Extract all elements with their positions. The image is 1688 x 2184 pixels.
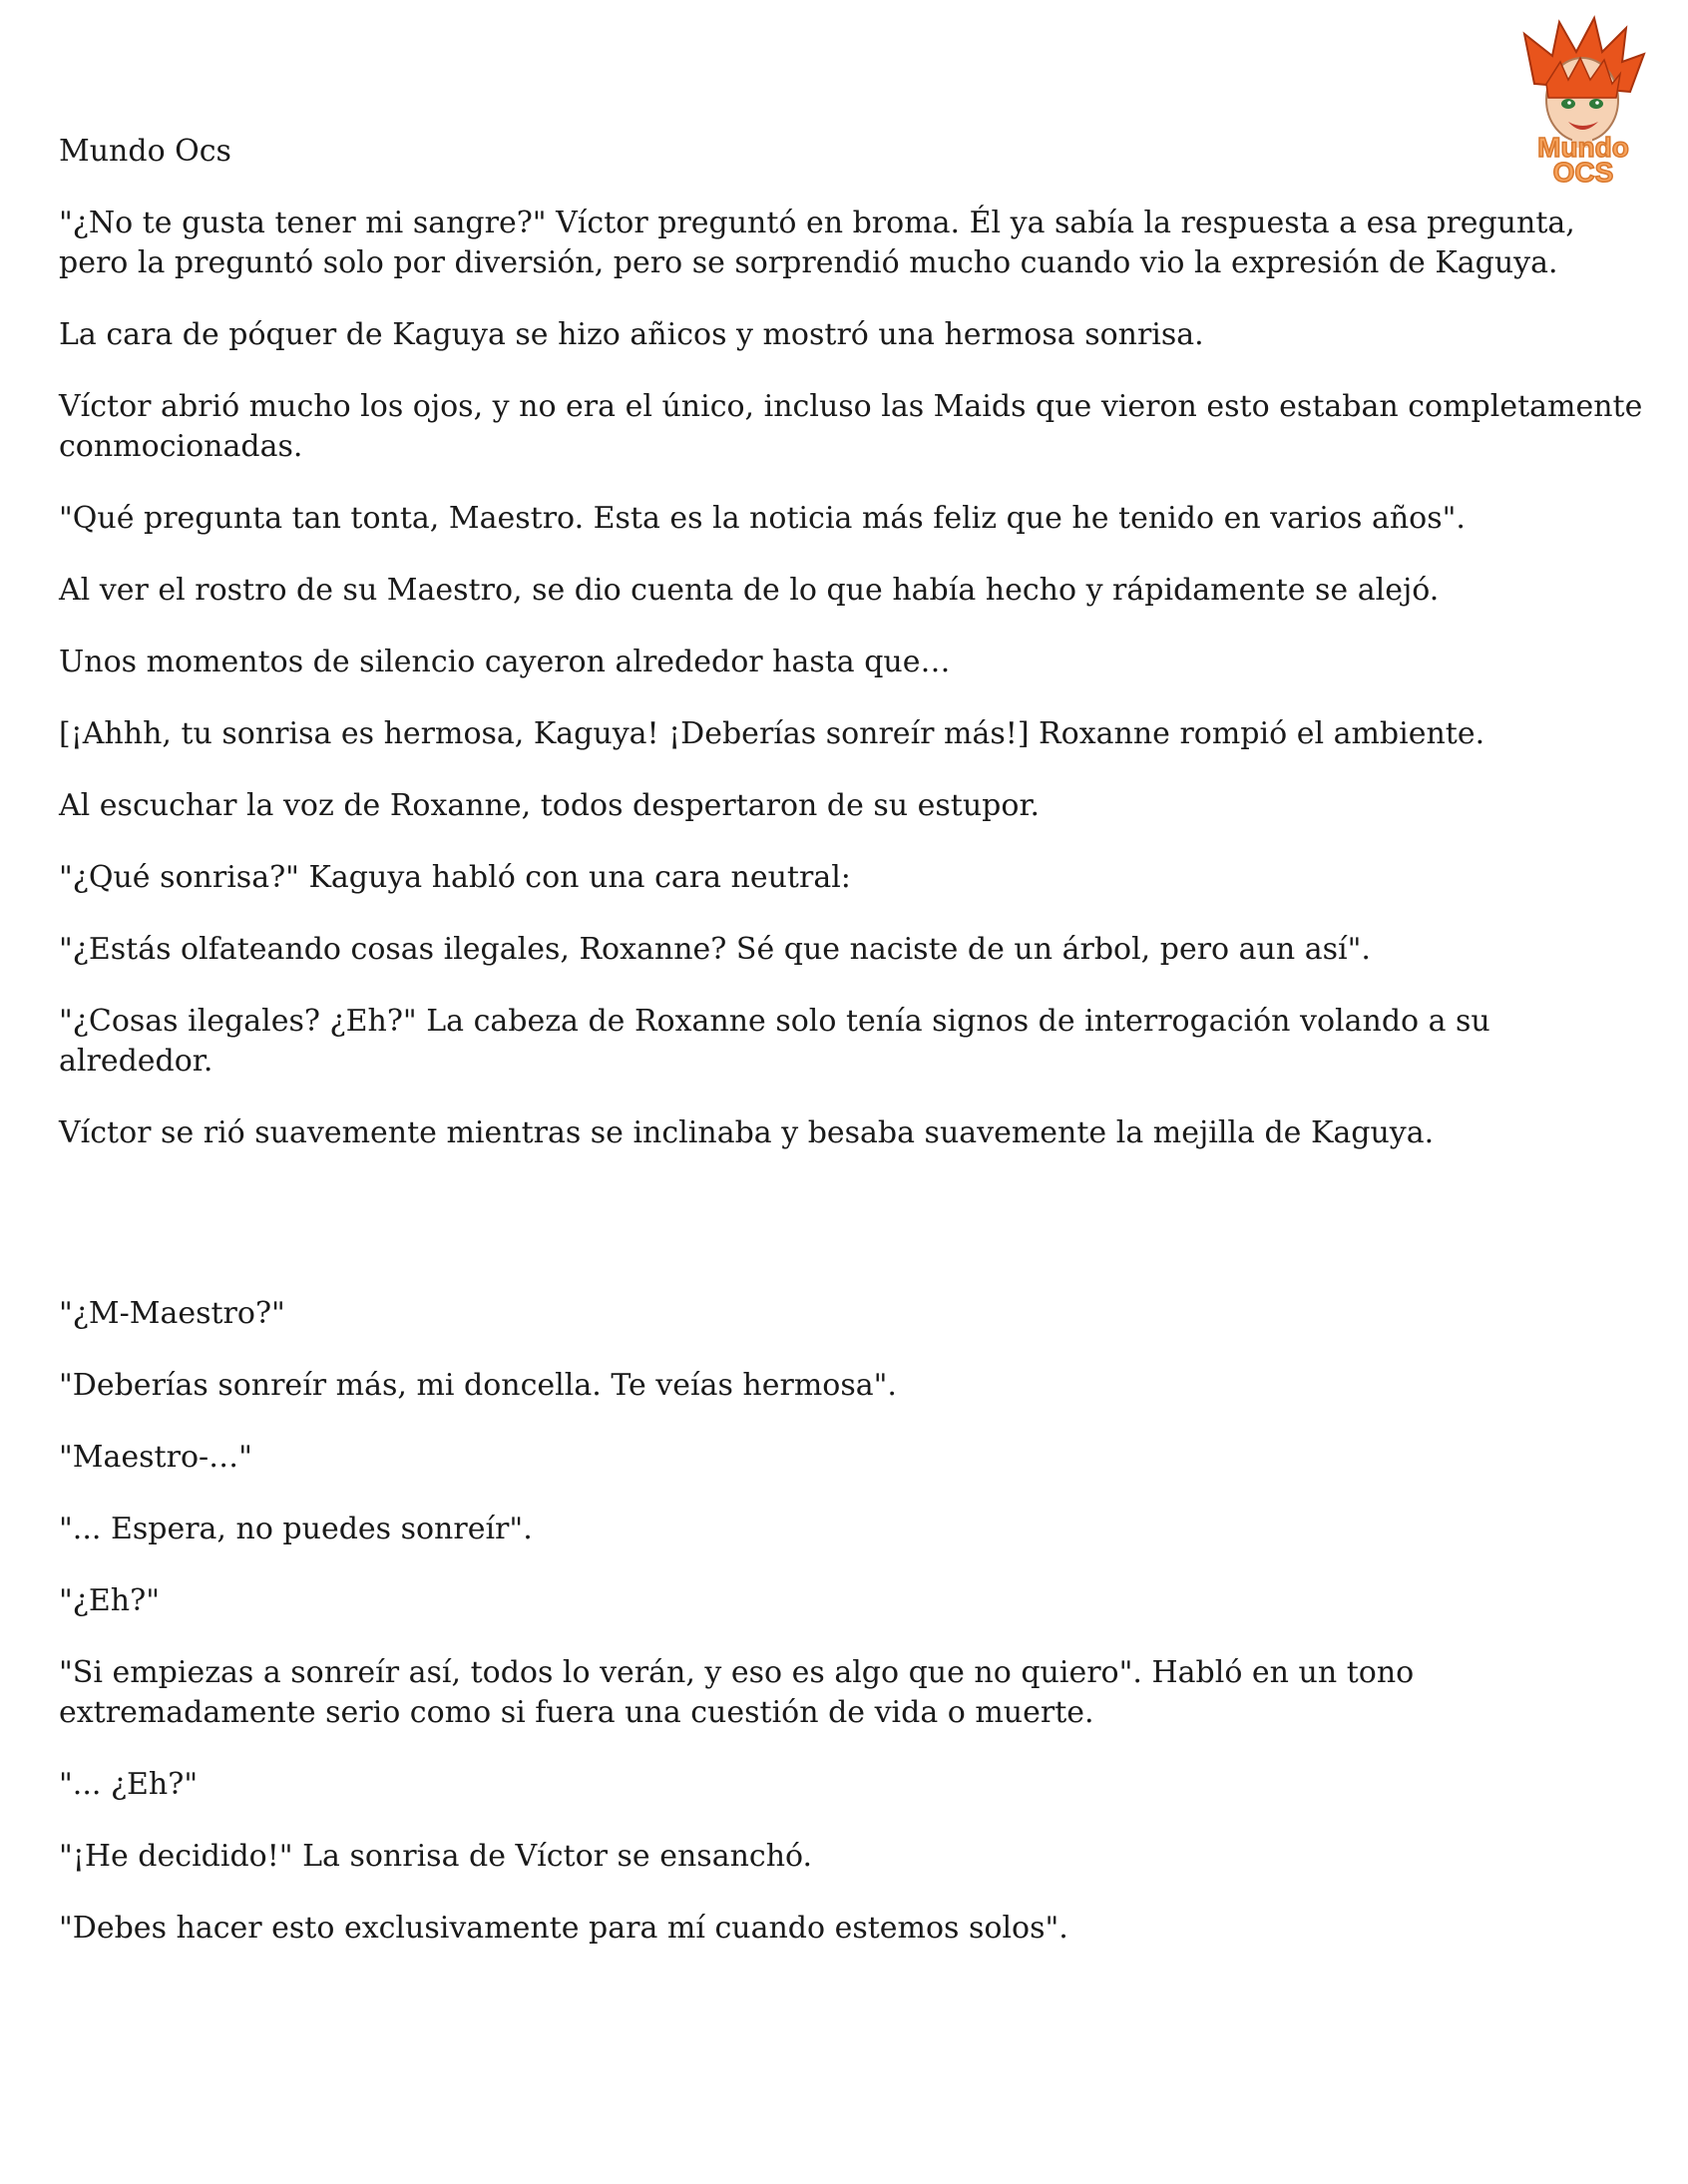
paragraph: Víctor abrió mucho los ojos, y no era el único, incluso las Maids que vieron esto estaban completamente conmocionadas. xyxy=(59,389,1643,464)
logo-text-mundo: Mundo xyxy=(1537,132,1629,163)
paragraph: Al ver el rostro de su Maestro, se dio cuenta de lo que había hecho y rápidamente se alejó. xyxy=(59,573,1440,608)
paragraph: "¿Qué sonrisa?" Kaguya habló con una cara neutral: xyxy=(59,860,851,895)
paragraph: Al escuchar la voz de Roxanne, todos despertaron de su estupor. xyxy=(59,788,1041,823)
paragraph: "¿M-Maestro?" xyxy=(59,1296,285,1331)
paragraph: "¡He decidido!" La sonrisa de Víctor se ensanchó. xyxy=(59,1839,813,1874)
paragraph: Víctor se rió suavemente mientras se inclinaba y besaba suavemente la mejilla de Kaguya. xyxy=(59,1115,1435,1150)
paragraph: "... ¿Eh?" xyxy=(59,1767,199,1802)
paragraph: "... Espera, no puedes sonreír". xyxy=(59,1512,533,1546)
paragraph: [¡Ahhh, tu sonrisa es hermosa, Kaguya! ¡Deberías sonreír más!] Roxanne rompió el ambiente. xyxy=(59,716,1485,751)
paragraph: La cara de póquer de Kaguya se hizo añicos y mostró una hermosa sonrisa. xyxy=(59,317,1204,352)
paragraph: "Qué pregunta tan tonta, Maestro. Esta es la noticia más feliz que he tenido en varios años". xyxy=(59,501,1466,536)
paragraph: "¿Eh?" xyxy=(59,1583,160,1618)
mundo-ocs-logo xyxy=(1504,14,1662,184)
paragraph: "¿Estás olfateando cosas ilegales, Roxanne? Sé que naciste de un árbol, pero aun así". xyxy=(59,932,1371,967)
story-text-part1 xyxy=(59,204,1645,1185)
paragraph: Unos momentos de silencio cayeron alrededor hasta que… xyxy=(59,645,951,679)
logo-text-ocs: OCS xyxy=(1552,157,1614,184)
paragraph: "Deberías sonreír más, mi doncella. Te veías hermosa". xyxy=(59,1368,897,1403)
paragraph: "Maestro-…" xyxy=(59,1440,252,1475)
paragraph: "¿Cosas ilegales? ¿Eh?" La cabeza de Roxanne solo tenía signos de interrogación volando a su alrededor. xyxy=(59,1004,1490,1079)
paragraph: "Si empiezas a sonreír así, todos lo verán, y eso es algo que no quiero". Habló en un tono extremadamente serio como si fuera una cuestión de vida o muerte. xyxy=(59,1655,1415,1730)
paragraph: "¿No te gusta tener mi sangre?" Víctor preguntó en broma. Él ya sabía la respuesta a esa pregunta, pero la preguntó solo por diversión, pero se sorprendió mucho cuando vio la expresión de Kaguya. xyxy=(59,206,1575,280)
story-text-part2 xyxy=(59,1294,1645,1980)
document-header-title: Mundo Ocs xyxy=(59,134,231,169)
paragraph: "Debes hacer esto exclusivamente para mí cuando estemos solos". xyxy=(59,1911,1068,1946)
